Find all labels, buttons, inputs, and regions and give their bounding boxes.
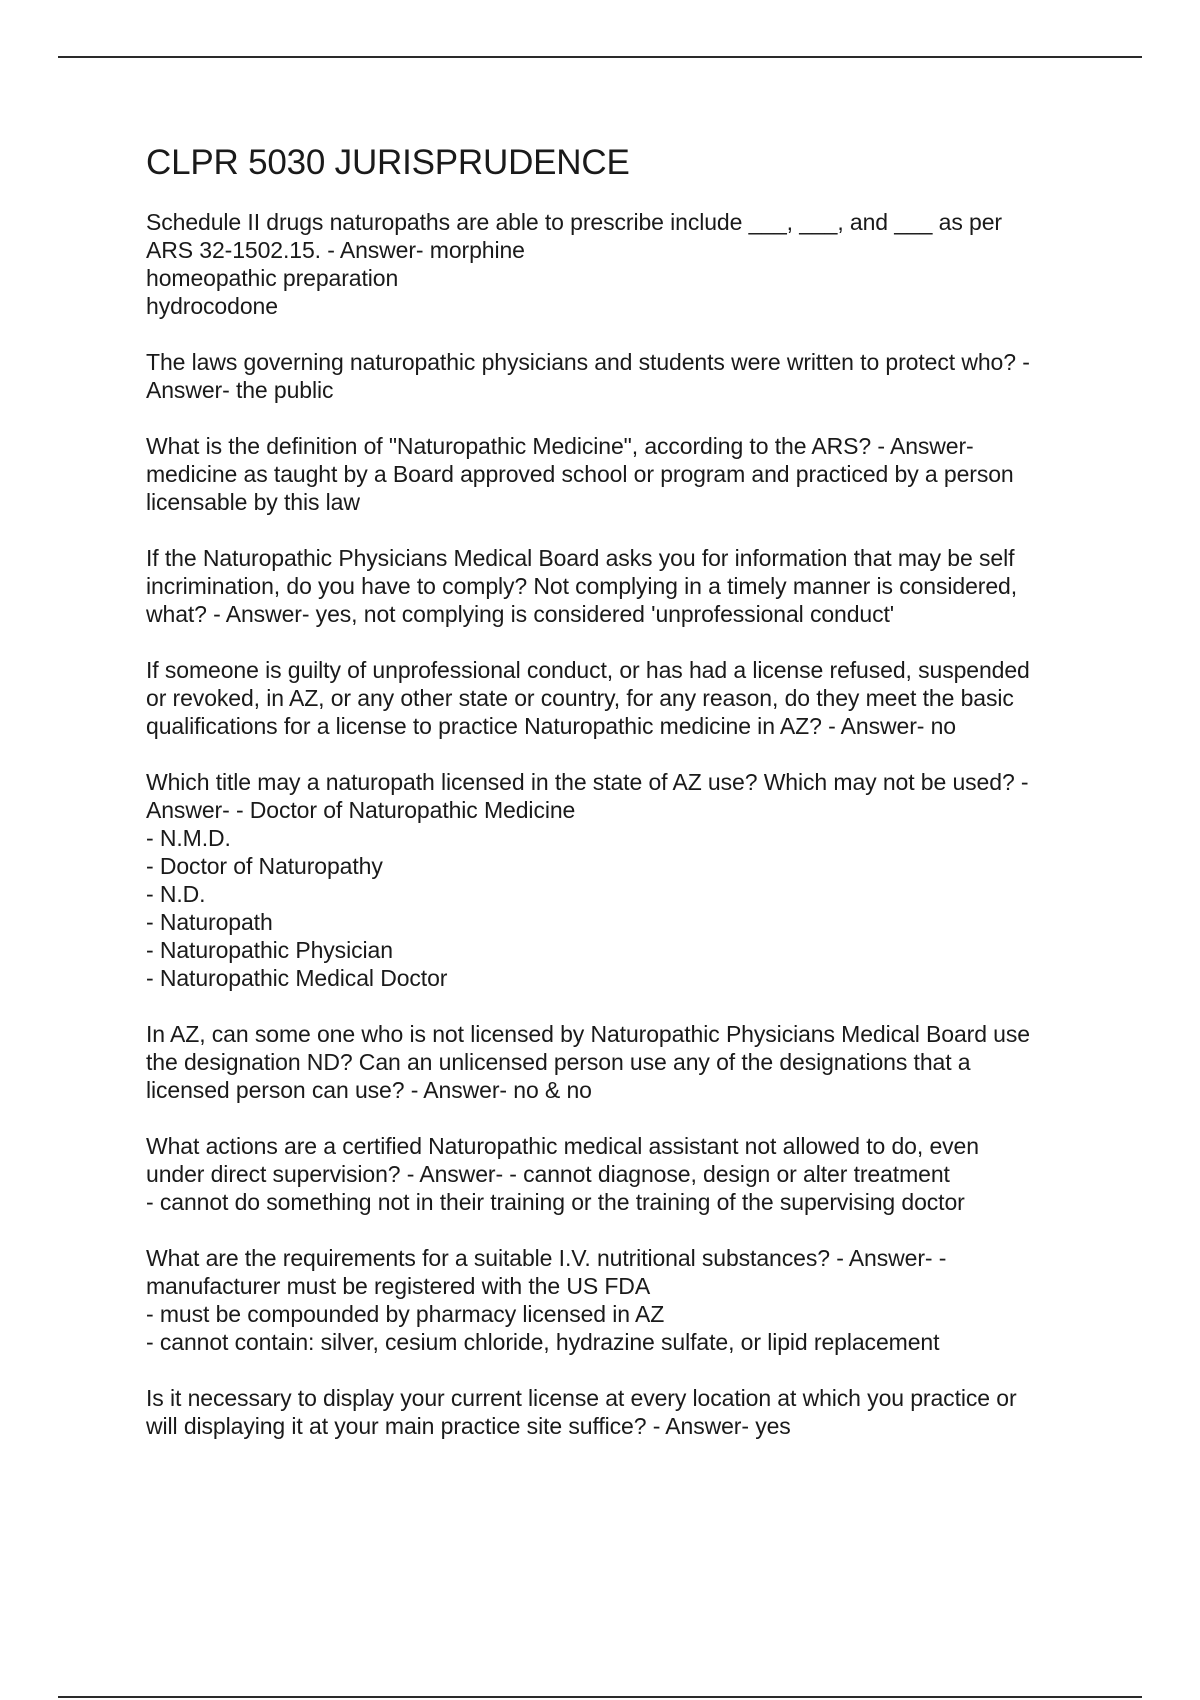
top-rule: [58, 56, 1142, 58]
qa-item-4: If the Naturopathic Physicians Medical Board asks you for information that may be self incrimination, do you have to comply? Not complying in a timely manner is considered, what? - Answer- yes, not complying is considered 'unprofessional conduct': [146, 545, 1018, 627]
qa-item-7: In AZ, can some one who is not licensed by Naturopathic Physicians Medical Board use the designation ND? Can an unlicensed person use any of the designations that a licensed person can use? - Answer- no & no: [146, 1021, 1030, 1103]
qa-item-5: If someone is guilty of unprofessional conduct, or has had a license refused, suspended or revoked, in AZ, or any other state or country, for any reason, do they meet the basic qualifications for a license to practice Naturopathic medicine in AZ? - Answer- no: [146, 657, 1030, 739]
qa-item-2: The laws governing naturopathic physicians and students were written to protect who? - Answer- the public: [146, 349, 1030, 403]
qa-item-6: Which title may a naturopath licensed in the state of AZ use? Which may not be used? - Answer- - Doctor of Naturopathic Medicine - N.M.D. - Doctor of Naturopathy - N.D. - Naturopath - Naturopathic Physician - Naturopathic Medical Doctor: [146, 769, 1029, 991]
qa-item-8: What actions are a certified Naturopathic medical assistant not allowed to do, even under direct supervision? - Answer- - cannot diagnose, design or alter treatment - cannot do something not in their training or the training of the supervising doctor: [146, 1133, 979, 1215]
document-title: CLPR 5030 JURISPRUDENCE: [146, 143, 630, 182]
document-body: [146, 140, 1106, 1468]
qa-item-9: What are the requirements for a suitable I.V. nutritional substances? - Answer- - manufacturer must be registered with the US FDA - must be compounded by pharmacy licensed in AZ - cannot contain: silver, cesium chloride, hydrazine sulfate, or lipid replacement: [146, 1245, 947, 1355]
qa-item-1: Schedule II drugs naturopaths are able to prescribe include ___, ___, and ___ as per ARS 32-1502.15. - Answer- morphine homeopathic preparation hydrocodone: [146, 209, 1002, 319]
qa-item-10: Is it necessary to display your current license at every location at which you practice or will displaying it at your main practice site suffice? - Answer- yes: [146, 1385, 1017, 1439]
bottom-rule: [58, 1696, 1142, 1698]
qa-item-3: What is the definition of "Naturopathic Medicine", according to the ARS? - Answer- medicine as taught by a Board approved school or program and practiced by a person licensable by this law: [146, 433, 1014, 515]
